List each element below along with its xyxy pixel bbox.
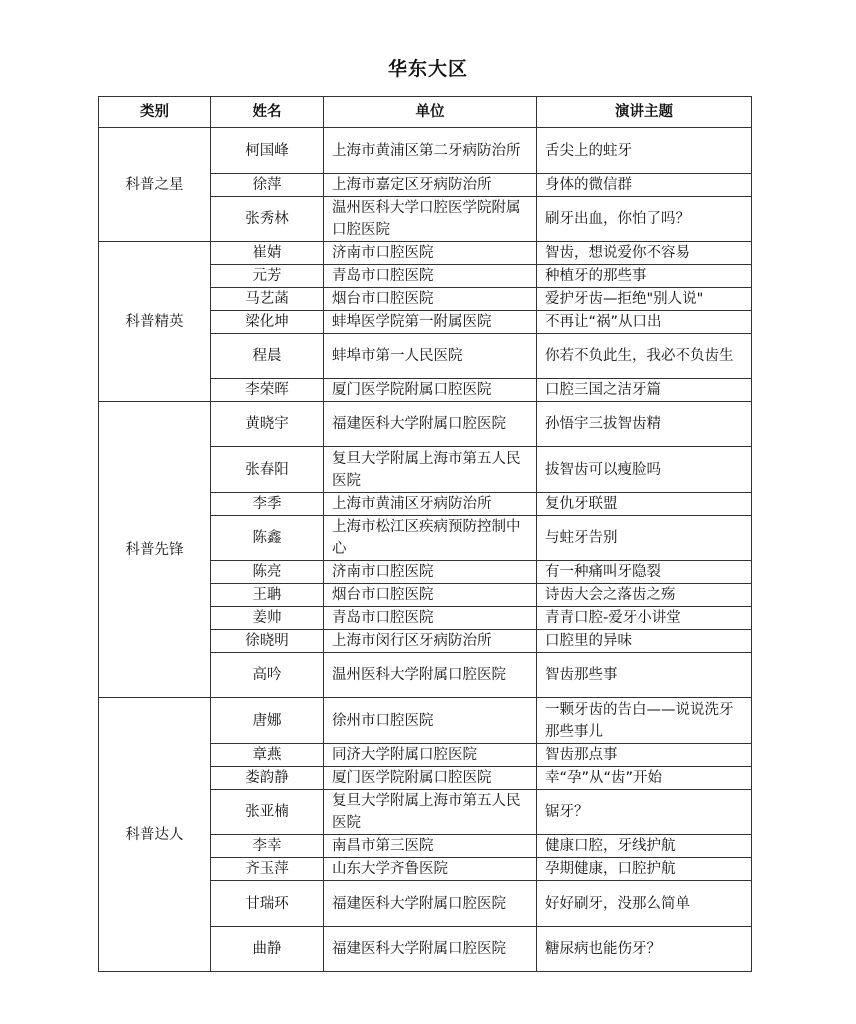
topic-cell: 锯牙？	[537, 790, 752, 835]
unit-cell: 温州医科大学附属口腔医院	[324, 653, 537, 698]
name-cell: 陈亮	[211, 561, 324, 584]
category-cell: 科普精英	[99, 242, 211, 402]
name-cell: 高吟	[211, 653, 324, 698]
topic-cell: 诗齿大会之落齿之殇	[537, 584, 752, 607]
topic-cell: 爱护牙齿—拒绝"别人说"	[537, 288, 752, 311]
topic-cell: 与蛀牙告别	[537, 516, 752, 561]
category-cell: 科普达人	[99, 698, 211, 972]
unit-cell: 福建医科大学附属口腔医院	[324, 927, 537, 972]
name-cell: 张秀林	[211, 197, 324, 242]
topic-cell: 智齿那些事	[537, 653, 752, 698]
name-cell: 梁化坤	[211, 311, 324, 334]
topic-cell: 舌尖上的蛀牙	[537, 128, 752, 174]
unit-cell: 厦门医学院附属口腔医院	[324, 767, 537, 790]
name-cell: 马艺菡	[211, 288, 324, 311]
topic-cell: 口腔三国之洁牙篇	[537, 379, 752, 402]
topic-cell: 健康口腔，牙线护航	[537, 835, 752, 858]
name-cell: 徐萍	[211, 174, 324, 197]
unit-cell: 烟台市口腔医院	[324, 584, 537, 607]
name-cell: 王聃	[211, 584, 324, 607]
unit-cell: 济南市口腔医院	[324, 242, 537, 265]
table-row	[99, 698, 752, 744]
name-cell: 唐娜	[211, 698, 324, 744]
unit-cell: 厦门医学院附属口腔医院	[324, 379, 537, 402]
header-name: 姓名	[211, 97, 324, 128]
category-cell: 科普先锋	[99, 402, 211, 698]
name-cell: 娄韵静	[211, 767, 324, 790]
name-cell: 甘瑞环	[211, 881, 324, 927]
topic-cell: 青青口腔-爱牙小讲堂	[537, 607, 752, 630]
name-cell: 徐晓明	[211, 630, 324, 653]
unit-cell: 福建医科大学附属口腔医院	[324, 881, 537, 927]
name-cell: 张春阳	[211, 447, 324, 493]
name-cell: 曲静	[211, 927, 324, 972]
topic-cell: 你若不负此生，我必不负齿生	[537, 334, 752, 379]
unit-cell: 上海市松江区疾病预防控制中心	[324, 516, 537, 561]
category-cell: 科普之星	[99, 128, 211, 242]
header-topic: 演讲主题	[537, 97, 752, 128]
topic-cell: 复仇牙联盟	[537, 493, 752, 516]
unit-cell: 青岛市口腔医院	[324, 607, 537, 630]
name-cell: 姜帅	[211, 607, 324, 630]
unit-cell: 复旦大学附属上海市第五人民医院	[324, 790, 537, 835]
topic-cell: 有一种痛叫牙隐裂	[537, 561, 752, 584]
topic-cell: 口腔里的异味	[537, 630, 752, 653]
table-body	[99, 128, 752, 972]
name-cell: 李幸	[211, 835, 324, 858]
unit-cell: 福建医科大学附属口腔医院	[324, 402, 537, 447]
unit-cell: 复旦大学附属上海市第五人民医院	[324, 447, 537, 493]
name-cell: 李荣晖	[211, 379, 324, 402]
name-cell: 黄晓宇	[211, 402, 324, 447]
name-cell: 柯国峰	[211, 128, 324, 174]
name-cell: 章燕	[211, 744, 324, 767]
topic-cell: 智齿，想说爱你不容易	[537, 242, 752, 265]
unit-cell: 同济大学附属口腔医院	[324, 744, 537, 767]
name-cell: 陈鑫	[211, 516, 324, 561]
unit-cell: 温州医科大学口腔医学院附属口腔医院	[324, 197, 537, 242]
unit-cell: 青岛市口腔医院	[324, 265, 537, 288]
table-row	[99, 402, 752, 447]
topic-cell: 刷牙出血，你怕了吗？	[537, 197, 752, 242]
unit-cell: 上海市黄浦区牙病防治所	[324, 493, 537, 516]
header-unit: 单位	[324, 97, 537, 128]
table-row	[99, 128, 752, 174]
table-row	[99, 242, 752, 265]
unit-cell: 南昌市第三医院	[324, 835, 537, 858]
topic-cell: 糖尿病也能伤牙？	[537, 927, 752, 972]
name-cell: 程晨	[211, 334, 324, 379]
name-cell: 齐玉萍	[211, 858, 324, 881]
unit-cell: 上海市闵行区牙病防治所	[324, 630, 537, 653]
name-cell: 张亚楠	[211, 790, 324, 835]
topic-cell: 孙悟宇三拔智齿精	[537, 402, 752, 447]
topic-cell: 不再让“祸”从口出	[537, 311, 752, 334]
unit-cell: 济南市口腔医院	[324, 561, 537, 584]
topic-cell: 智齿那点事	[537, 744, 752, 767]
unit-cell: 蚌埠医学院第一附属医院	[324, 311, 537, 334]
name-cell: 元芳	[211, 265, 324, 288]
page-title: 华东大区	[387, 58, 468, 80]
topic-cell: 孕期健康，口腔护航	[537, 858, 752, 881]
header-category: 类别	[99, 97, 211, 128]
unit-cell: 上海市嘉定区牙病防治所	[324, 174, 537, 197]
unit-cell: 上海市黄浦区第二牙病防治所	[324, 128, 537, 174]
name-cell: 崔婧	[211, 242, 324, 265]
unit-cell: 徐州市口腔医院	[324, 698, 537, 744]
name-cell: 李季	[211, 493, 324, 516]
topic-cell: 幸“孕”从“齿”开始	[537, 767, 752, 790]
unit-cell: 山东大学齐鲁医院	[324, 858, 537, 881]
topic-cell: 一颗牙齿的告白——说说洗牙那些事儿	[537, 698, 752, 744]
topic-cell: 身体的微信群	[537, 174, 752, 197]
topic-cell: 种植牙的那些事	[537, 265, 752, 288]
topic-cell: 好好刷牙，没那么简单	[537, 881, 752, 927]
unit-cell: 烟台市口腔医院	[324, 288, 537, 311]
table-header-row	[99, 97, 752, 128]
unit-cell: 蚌埠市第一人民医院	[324, 334, 537, 379]
speaker-table	[98, 96, 752, 972]
topic-cell: 拔智齿可以瘦脸吗	[537, 447, 752, 493]
